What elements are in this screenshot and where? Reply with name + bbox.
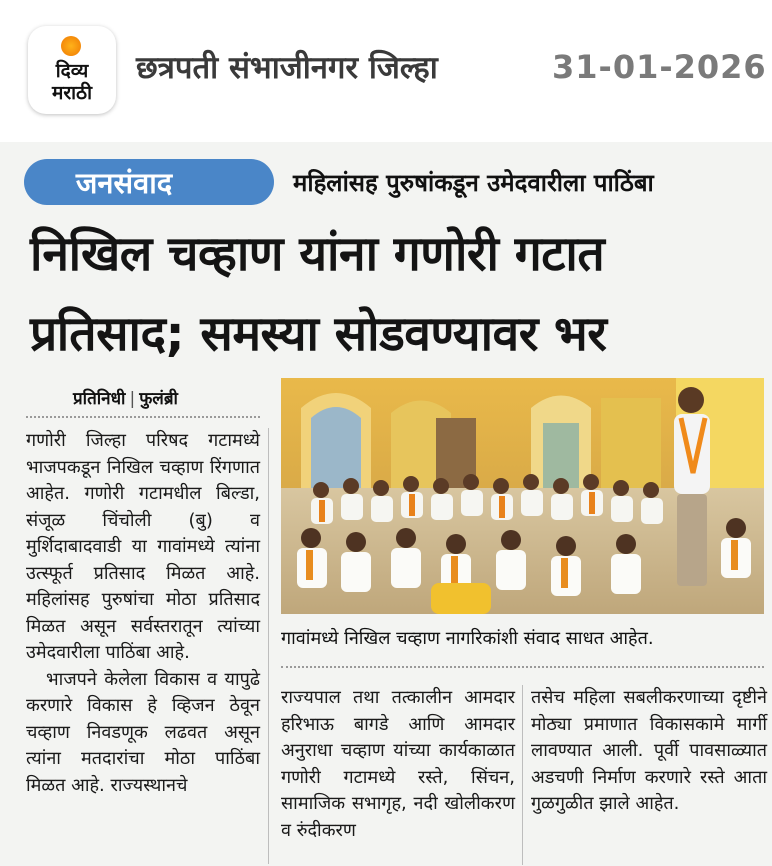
app-header [0,0,772,138]
logo-text-line1: दिव्य [55,60,89,82]
column3-paragraph: तसेच महिला सबलीकरणाच्या दृष्टीने मोठ्या प्रमाणात विकासकामे मार्गी लावण्यात आली. पूर्वी पावसाळ्यात अडचणी निर्माण करणारे रस्ते आता गुळगुळीत झाले आहेत. [531,687,767,814]
divya-marathi-logo[interactable] [28,26,116,114]
article-column-1 [26,428,260,799]
byline-divider [26,416,260,418]
byline-place: फुलंब्री [139,389,178,409]
column1-paragraph-2: भाजपने केलेला विकास व यापुढे करणारे विकास हे व्हिजन ठेवून चव्हाण निवडणूक लढवत असून त्यांना मतदारांचा मोठा पाठिंबा मिळत आहे. राज्यस्थानचे [26,668,260,796]
article-photo[interactable] [281,378,764,614]
caption-divider [281,666,764,668]
column-rule-2 [522,685,523,865]
section-tag-label: जनसंवाद [75,166,173,200]
column2-paragraph: राज्यपाल तथा तत्कालीन आमदार हरिभाऊ बागडे आणि आमदार अनुराधा चव्हाण यांच्या कार्यकाळात गणोरी गटामध्ये रस्ते, सिंचन, सामाजिक सभागृह, नदी खोलीकरण व रुंदीकरण [281,687,515,841]
headline-line-2: प्रतिसाद; समस्या सोडवण्यावर भर [30,306,607,362]
photo-caption: गावांमध्ये निखिल चव्हाण नागरिकांशी संवाद साधत आहेत. [281,628,654,649]
sub-headline: महिलांसह पुरुषांकडून उमेदवारीला पाठिंबा [293,169,654,197]
logo-text-line2: मराठी [51,82,92,104]
edition-district: छत्रपती संभाजीनगर जिल्हा [136,50,438,86]
section-tag [24,159,274,205]
edition-date: 31-01-2026 [552,48,767,86]
news-clipping [0,142,772,866]
column1-paragraph-1: गणोरी जिल्हा परिषद गटामध्ये भाजपकडून निखिल चव्हाण रिंगणात आहेत. गणोरी गटामधील बिल्डा, संजूळ चिंचोली (बु) व मुर्शिदाबादवाडी या गावांमध्ये त्यांना उत्स्फूर्त प्रतिसाद मिळत आहे. महिलांसह पुरुषांचा मोठा प्रतिसाद मिळत असून सर्वस्तरातून त्यांच्या उमेदवारीला पाठिंबा आहे. [26,430,260,663]
byline-reporter: प्रतिनिधी [73,389,126,409]
byline-separator: | [129,389,136,409]
sun-icon [61,36,81,56]
headline-line-1: निखिल चव्हाण यांना गणोरी गटात [30,226,605,282]
article-column-3 [531,685,767,818]
column-rule-1 [268,428,269,864]
article-column-2 [281,685,515,844]
gathering-illustration [281,378,764,614]
byline [73,386,178,409]
